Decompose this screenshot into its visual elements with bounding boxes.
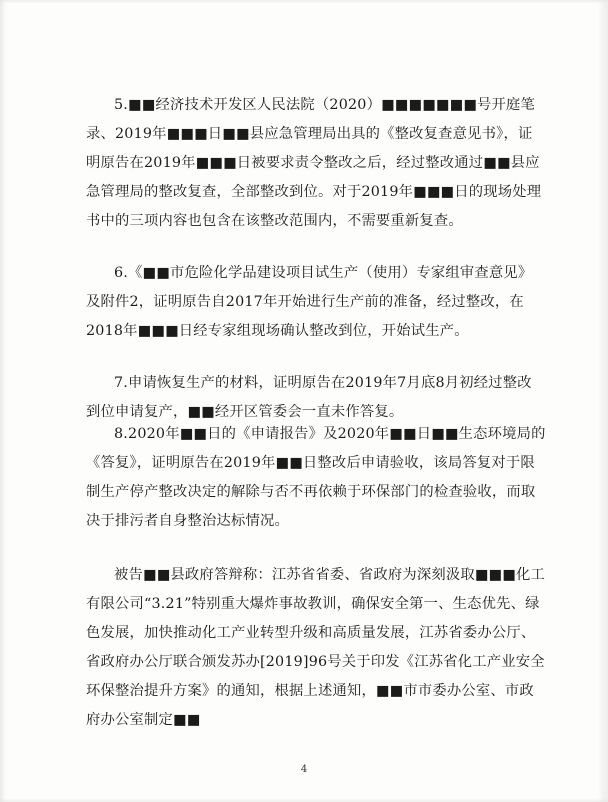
page-number: 4 (300, 764, 308, 775)
paragraph-defendant-reply: 被告■■县政府答辩称：江苏省省委、省政府为深刻汲取■■■化工有限公司“3.21”特别重大爆炸事故教训，确保安全第一、生态优先、绿色发展，加快推动化工产业转型升级和高质量发展，江苏省委办公厅、省政府办公厅联合颁发苏办[2019]96号关于印发《江苏省化工产业安全环保整治提升方案》的通知，根据上述通知，■■市市委办公室、市政府办公室制定■■ (86, 567, 545, 728)
paragraph-evidence-8: 8.2020年■■日的《申请报告》及2020年■■日■■生态环境局的《答复》，证明原告在2019年■■日整改后申请验收，该局答复对于限制生产停产整改决定的解除与否不再依赖于环保部门的检查验收，而取决于排污者自身整治达标情况。 (86, 426, 546, 529)
paragraph-evidence-5: 5.■■经济技术开发区人民法院（2020）■■■■■■■号开庭笔录、2019年■■■日■■县应急管理局出具的《整改复查意见书》，证明原告在2019年■■■日被要求责令整改之后，经过整改通过■■县应急管理局的整改复查，全部整改到位。对于2019年■■■日的现场处理书中的三项内容也包含在该整改范围内，不需要重新复查。 (86, 97, 542, 229)
paragraph-evidence-7: 7.申请恢复生产的材料，证明原告在2019年7月底8月初经过整改到位申请复产，■■经开区管委会一直未作答复。 (86, 375, 532, 420)
paragraph-evidence-6: 6.《■■市危险化学品建设项目试生产（使用）专家组审查意见》及附件2，证明原告自2017年开始进行生产前的准备，经过整改，在2018年■■■日经专家组现场确认整改到位，开始试生产。 (86, 265, 533, 339)
